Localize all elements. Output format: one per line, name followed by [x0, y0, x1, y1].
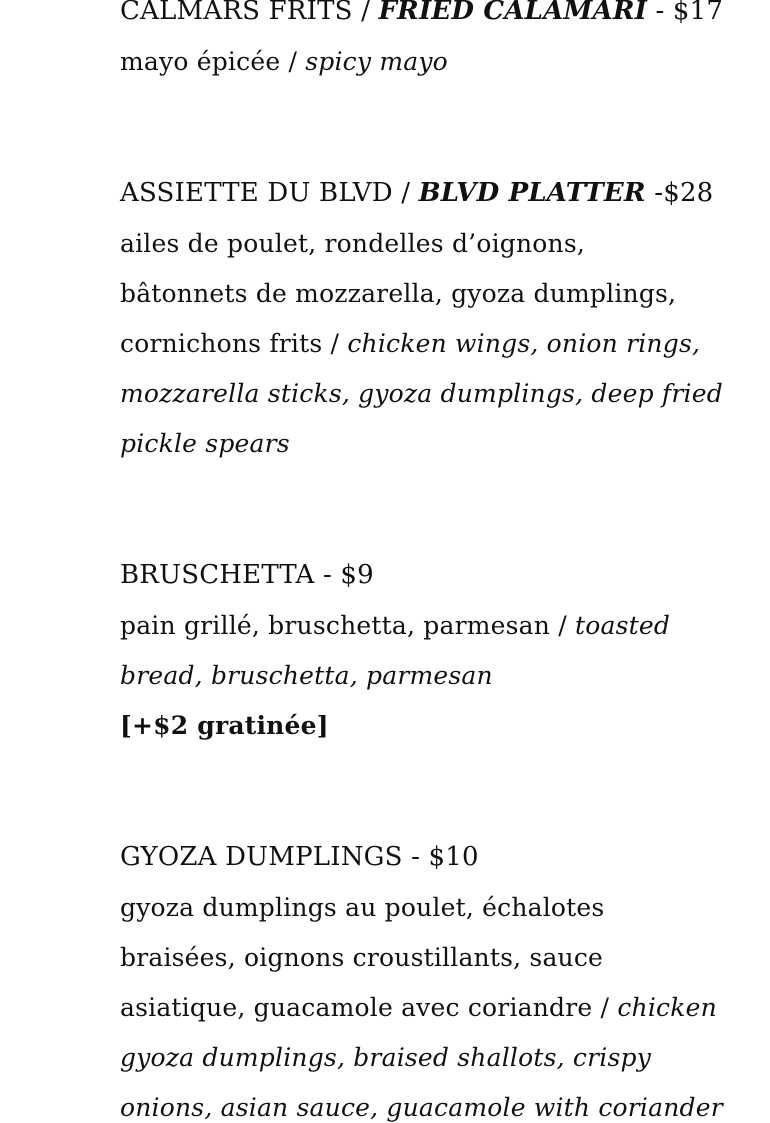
- item-title: [120, 842, 479, 872]
- description-line: asiatique, guacamole avec coriandre / chicken: [120, 993, 717, 1022]
- title-en: BLVD PLATTER: [418, 178, 646, 208]
- price: - $17: [647, 0, 724, 26]
- price: - $9: [314, 560, 374, 590]
- price: - $10: [402, 842, 479, 872]
- description-line: pain grillé, bruschetta, parmesan / toasted: [120, 611, 671, 640]
- title-fr: ASSIETTE DU BLVD /: [120, 178, 419, 208]
- description-line: gyoza dumplings, braised shallots, crispy: [120, 1043, 652, 1072]
- item-title: [120, 0, 723, 26]
- description-line: cornichons frits / chicken wings, onion rings,: [120, 329, 701, 358]
- title-en: FRIED CALAMARI: [378, 0, 648, 26]
- description-line: bread, bruschetta, parmesan: [120, 661, 493, 690]
- title-fr: CALMARS FRITS /: [120, 0, 379, 26]
- description-line: onions, asian sauce, guacamole with coriander: [120, 1093, 723, 1122]
- description-line: mozzarella sticks, gyoza dumplings, deep fried: [120, 379, 723, 408]
- description-line: mayo épicée / spicy mayo: [120, 47, 448, 76]
- title-fr: GYOZA DUMPLINGS: [120, 842, 403, 872]
- description-line: gyoza dumplings au poulet, échalotes: [120, 893, 605, 922]
- description-line: ailes de poulet, rondelles d’oignons,: [120, 229, 585, 258]
- title-fr: BRUSCHETTA: [120, 560, 315, 590]
- description-line: pickle spears: [120, 429, 290, 458]
- item-title: [120, 560, 374, 590]
- addon-note: [+$2 gratinée]: [120, 711, 329, 740]
- item-title: [120, 178, 713, 208]
- description-line: bâtonnets de mozzarella, gyoza dumplings,: [120, 279, 677, 308]
- price: -$28: [645, 178, 714, 208]
- description-line: braisées, oignons croustillants, sauce: [120, 943, 604, 972]
